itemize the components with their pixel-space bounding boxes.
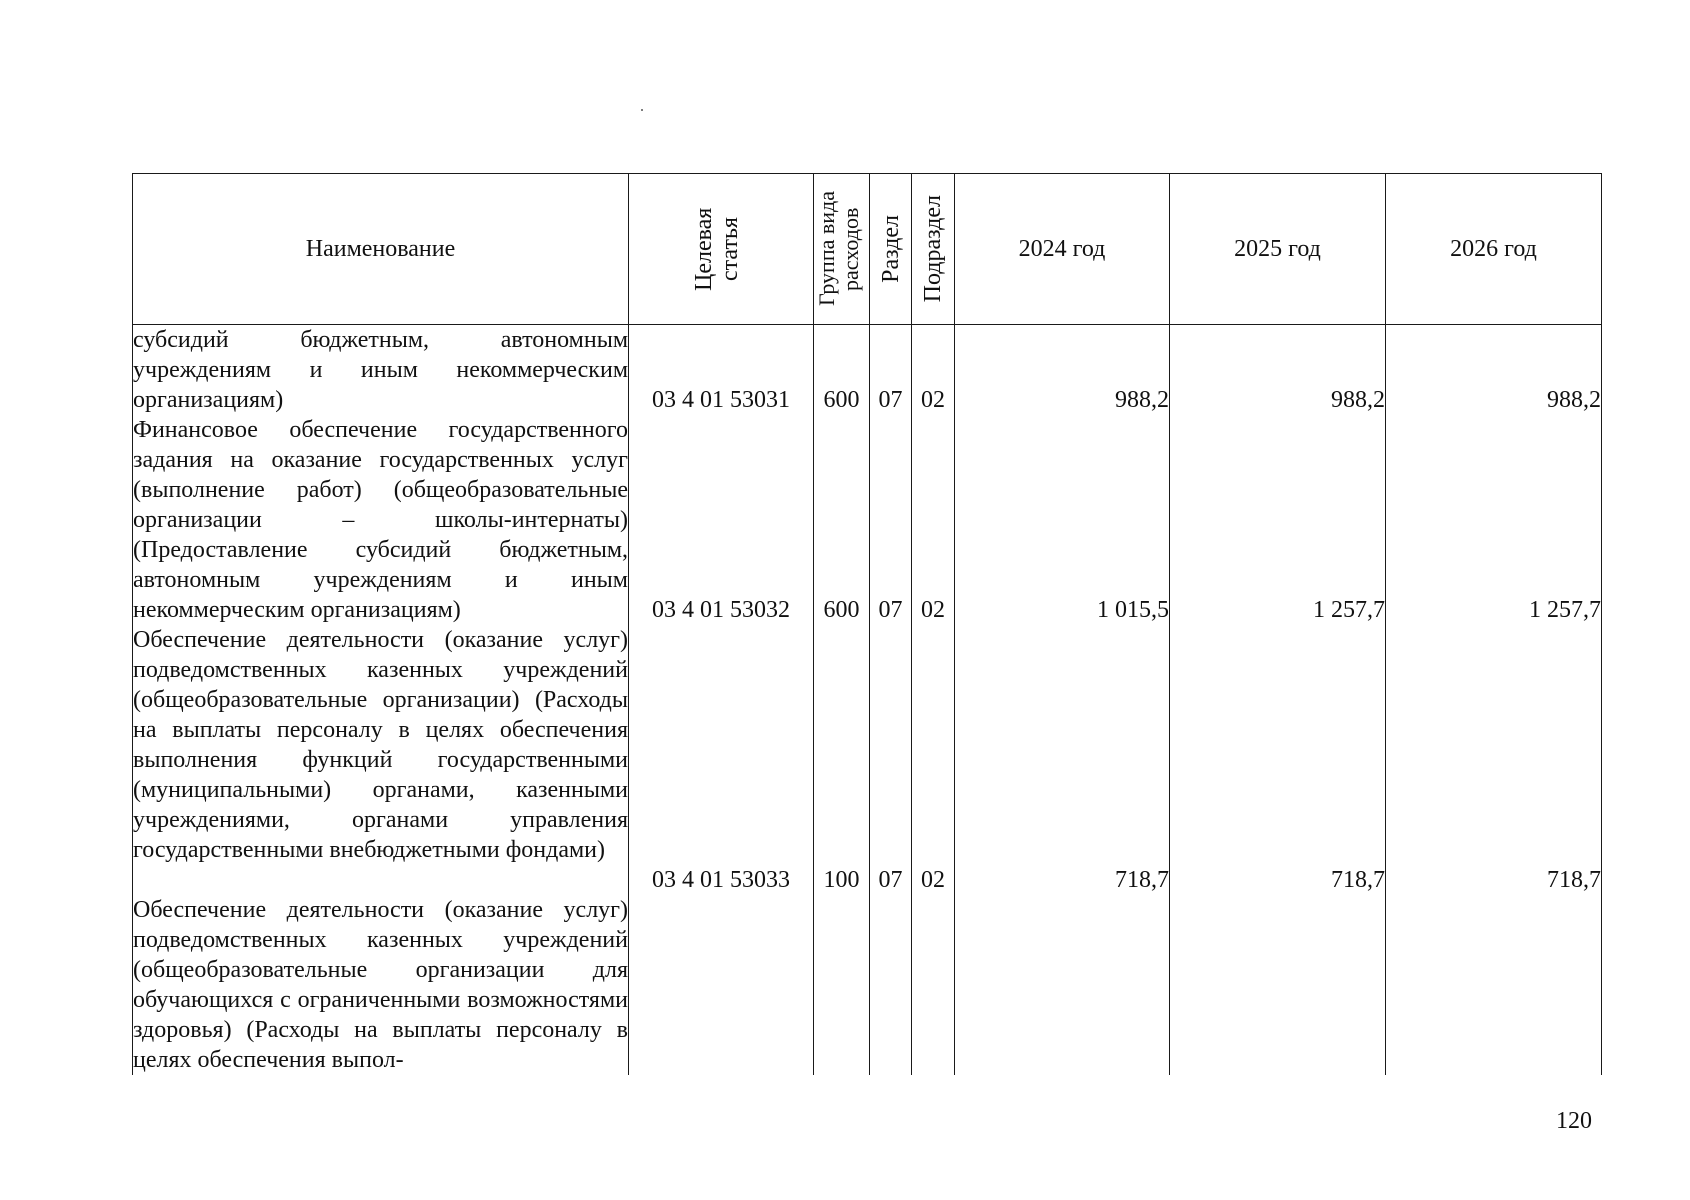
row-amount-2025: 988,2 bbox=[1170, 325, 1386, 416]
header-section bbox=[870, 174, 912, 325]
header-year-2026: 2026 год bbox=[1386, 174, 1602, 325]
row-section: 07 bbox=[870, 415, 912, 625]
row-name: Обеспечение деятельности (оказание услуг) подведомственных казенных учреждений (общеобразовательные организации для обучающихся с ограниченными возможностями здоровья) (Расходы на выплаты персоналу в целях обеспечения выпол- bbox=[133, 897, 628, 1073]
row-name: Обеспечение деятельности (оказание услуг) подведомственных казенных учреждений (общеобразовательные организации) (Расходы на выплаты персоналу в целях обеспечения выполнения функций государственными (муниципальными) органами, казенными учреждениями, органами управления государственными внебюджетными фондами) bbox=[133, 627, 628, 863]
row-amount-2024: 1 015,5 bbox=[955, 415, 1170, 625]
scan-speck bbox=[641, 109, 643, 111]
row-expense-group: 600 bbox=[814, 325, 870, 416]
table-row bbox=[133, 325, 1602, 416]
row-amount-2026: 718,7 bbox=[1386, 625, 1602, 895]
row-amount-2024 bbox=[955, 895, 1170, 1075]
header-expense-group bbox=[814, 174, 870, 325]
row-section: 07 bbox=[870, 625, 912, 895]
row-section: 07 bbox=[870, 325, 912, 416]
row-name-cell bbox=[133, 325, 629, 416]
row-expense-group bbox=[814, 895, 870, 1075]
row-name: Финансовое обеспечение государственного задания на оказание государственных услуг (выполнение работ) (общеобразовательные организации – школы-интернаты) (Предоставление субсидий бюджетным, автономным учреждениям и иным некоммерческим организациям) bbox=[133, 417, 628, 623]
row-expense-group: 100 bbox=[814, 625, 870, 895]
row-subsection: 02 bbox=[912, 625, 955, 895]
row-section bbox=[870, 895, 912, 1075]
header-target-article-label: Целевая статья bbox=[691, 207, 743, 291]
row-amount-2025: 718,7 bbox=[1170, 625, 1386, 895]
row-amount-2024: 988,2 bbox=[955, 325, 1170, 416]
row-amount-2026: 988,2 bbox=[1386, 325, 1602, 416]
table-row bbox=[133, 895, 1602, 1075]
page-number: 120 bbox=[1556, 1108, 1592, 1134]
row-expense-group: 600 bbox=[814, 415, 870, 625]
row-target-article: 03 4 01 53033 bbox=[629, 625, 814, 895]
row-subsection: 02 bbox=[912, 325, 955, 416]
table-header-row bbox=[133, 174, 1602, 325]
row-subsection bbox=[912, 895, 955, 1075]
header-year-2025: 2025 год bbox=[1170, 174, 1386, 325]
row-name: субсидий бюджетным, автономным учреждениям и иным некоммерческим организациям) bbox=[133, 327, 628, 413]
row-subsection: 02 bbox=[912, 415, 955, 625]
row-name-cell bbox=[133, 415, 629, 625]
row-target-article: 03 4 01 53032 bbox=[629, 415, 814, 625]
table-row bbox=[133, 415, 1602, 625]
row-target-article: 03 4 01 53031 bbox=[629, 325, 814, 416]
row-name-cell bbox=[133, 625, 629, 895]
header-section-label: Раздел bbox=[877, 215, 904, 283]
row-amount-2025: 1 257,7 bbox=[1170, 415, 1386, 625]
row-amount-2026: 1 257,7 bbox=[1386, 415, 1602, 625]
header-subsection bbox=[912, 174, 955, 325]
header-year-2024: 2024 год bbox=[955, 174, 1170, 325]
header-name: Наименование bbox=[133, 174, 629, 325]
row-amount-2024: 718,7 bbox=[955, 625, 1170, 895]
row-amount-2026 bbox=[1386, 895, 1602, 1075]
header-subsection-label: Подраздел bbox=[920, 195, 946, 303]
header-target-article bbox=[629, 174, 814, 325]
row-name-cell bbox=[133, 895, 629, 1075]
row-amount-2025 bbox=[1170, 895, 1386, 1075]
budget-table bbox=[132, 173, 1602, 1075]
table-row bbox=[133, 625, 1602, 895]
row-target-article bbox=[629, 895, 814, 1075]
header-expense-group-label: Группа вида расходов bbox=[813, 191, 863, 307]
